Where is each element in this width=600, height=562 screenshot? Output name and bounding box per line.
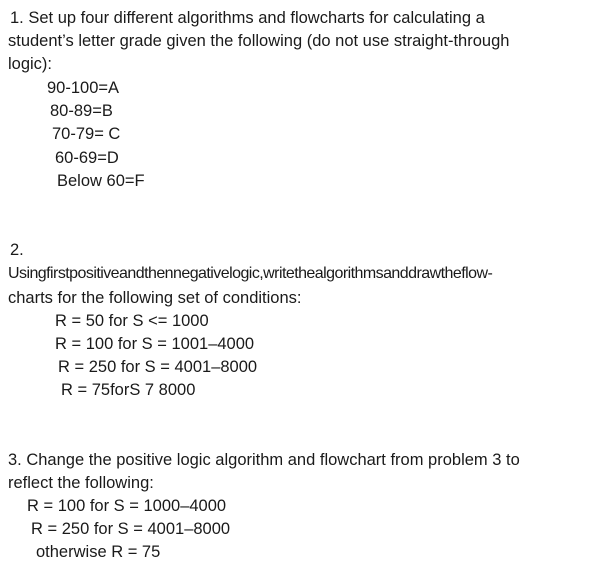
problem2-intro-line-1: Usingfirstpositiveandthennegativelogic,writethealgorithmsanddrawtheflow- [8,265,493,282]
problem2-condition-1: R = 50 for S <= 1000 [55,312,209,330]
problem1-intro-line-2: student’s letter grade given the following (do not use straight-through [8,32,510,50]
problem3-condition-2: R = 250 for S = 4001–8000 [31,520,231,538]
problem1-intro-line-3: logic): [8,55,53,73]
problem2-intro-line-2: charts for the following set of conditions: [8,289,302,307]
problem3-intro-line-1: 3. Change the positive logic algorithm and flowchart from problem 3 to [8,451,520,469]
problem2-condition-2: R = 100 for S = 1001–4000 [55,335,255,353]
problem3-condition-3: otherwise R = 75 [36,543,161,561]
problem1-intro-line-1: 1. Set up four different algorithms and flowcharts for calculating a [10,9,485,27]
problem1-condition-c: 70-79= C [52,125,121,143]
problem2-number: 2. [10,241,24,259]
problem2-condition-4: R = 75forS 7 8000 [61,381,196,399]
problem3-intro-line-2: reflect the following: [8,474,154,492]
problem1-condition-a: 90-100=A [47,79,120,97]
problem1-condition-f: Below 60=F [57,172,145,190]
problem3-condition-1: R = 100 for S = 1000–4000 [27,497,227,515]
problem2-condition-3: R = 250 for S = 4001–8000 [58,358,258,376]
problem1-condition-b: 80-89=B [50,102,113,120]
problem1-condition-d: 60-69=D [55,149,119,167]
